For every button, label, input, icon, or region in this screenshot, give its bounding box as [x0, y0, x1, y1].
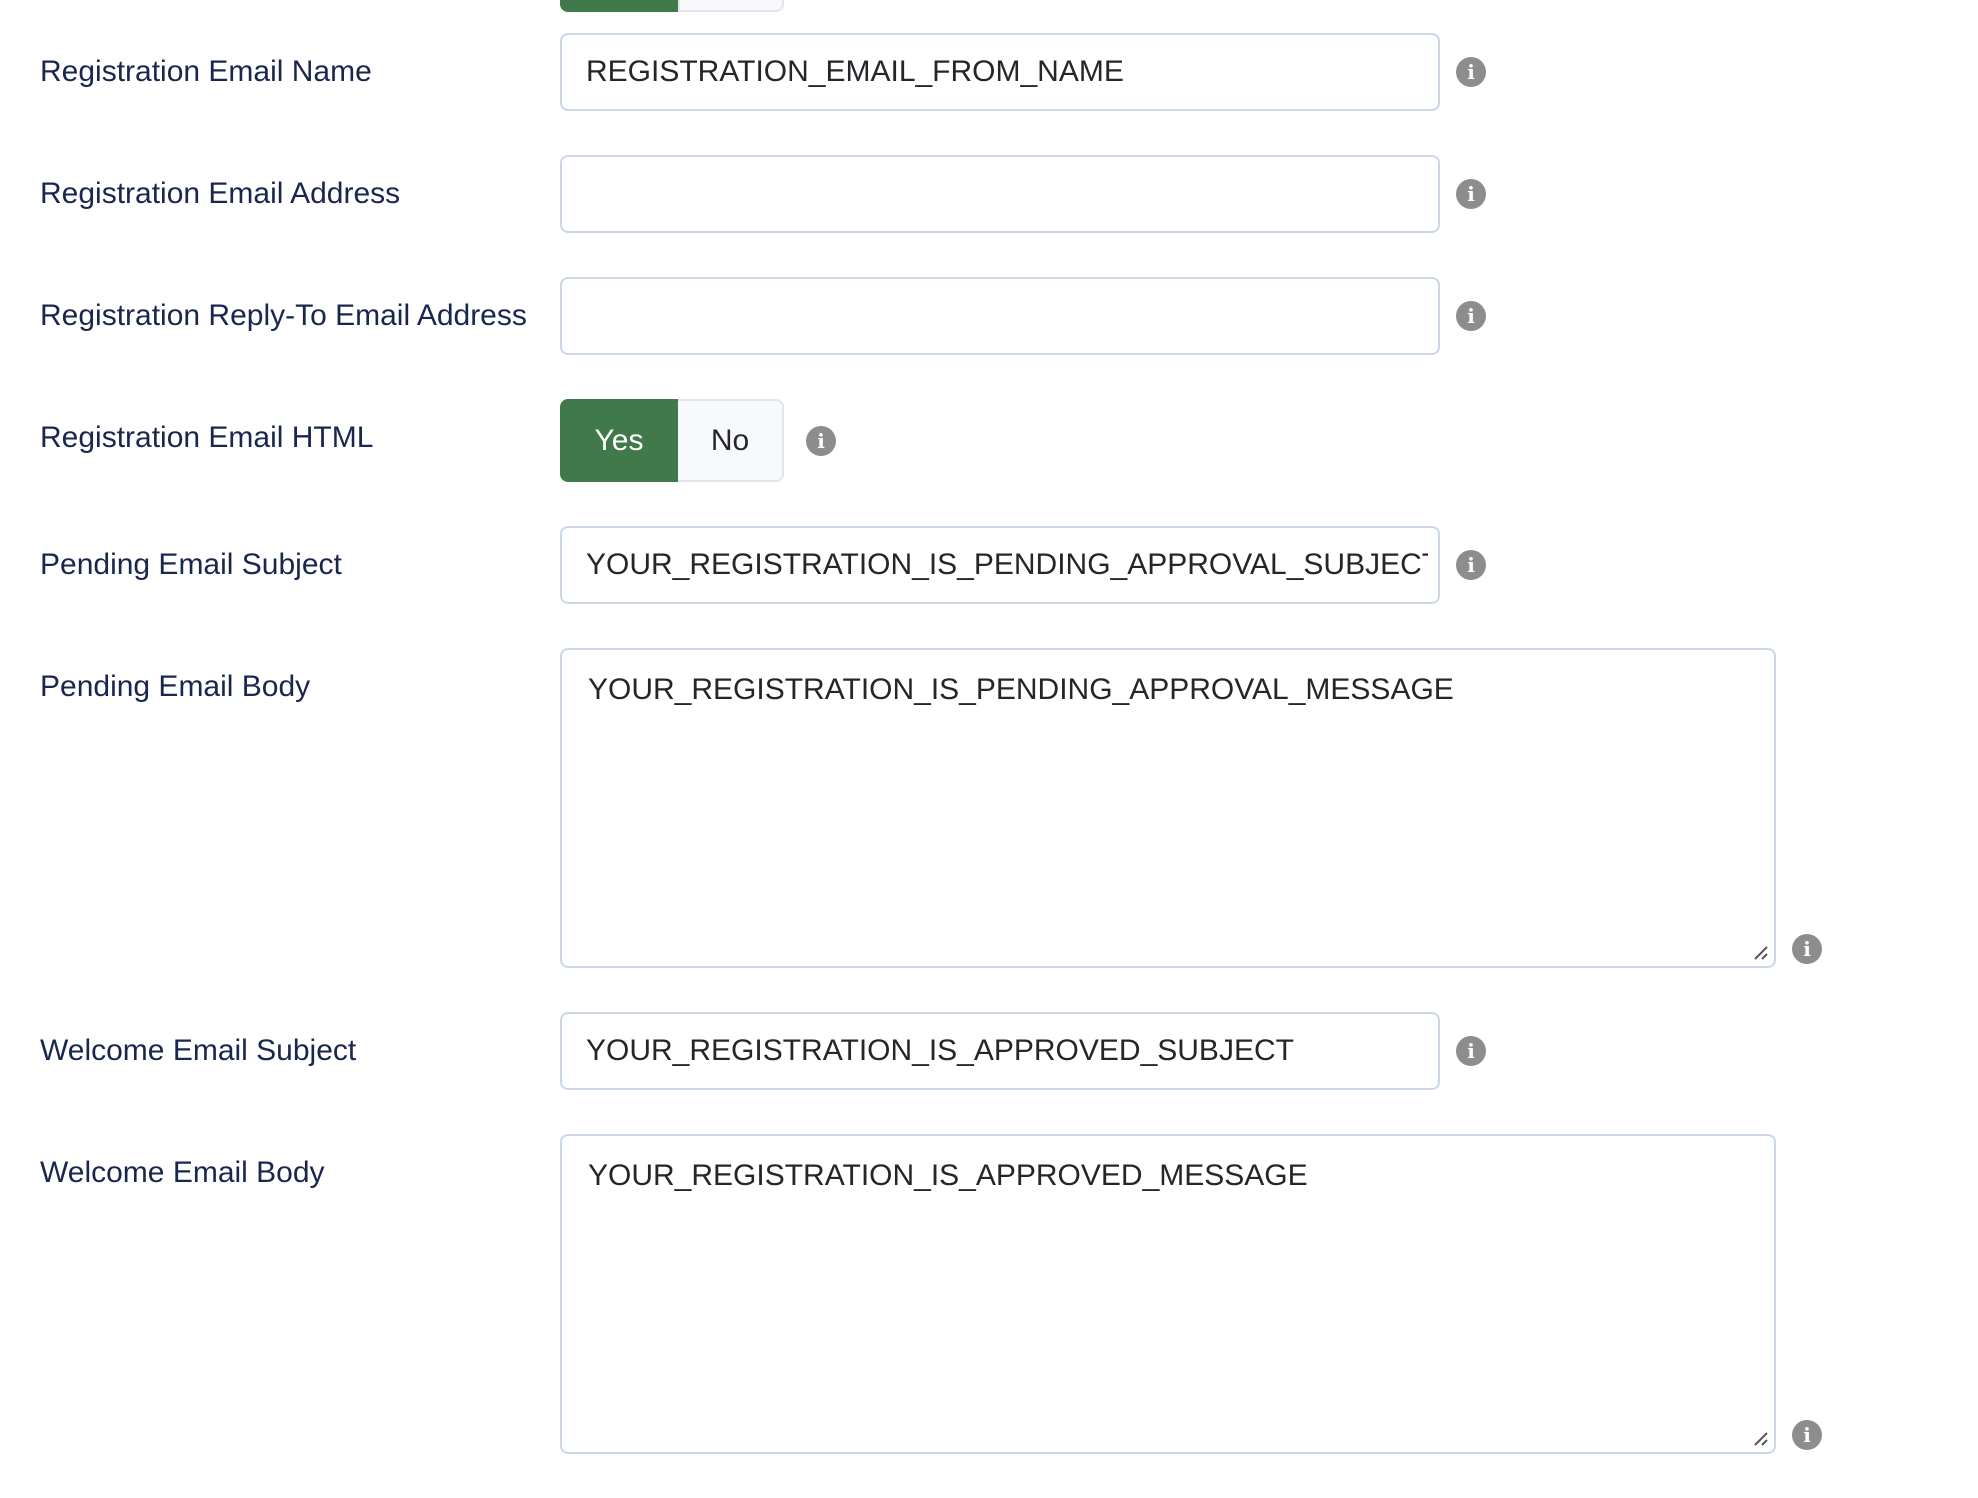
field-row-registration-email-name — [40, 33, 1978, 111]
info-icon[interactable] — [1456, 550, 1486, 580]
info-icon-glyph: i — [1467, 60, 1475, 84]
registration-reply-to-email-address-input[interactable] — [560, 277, 1440, 355]
welcome-email-body-label: Welcome Email Body — [40, 1156, 325, 1189]
field-row-pending-email-subject — [40, 526, 1978, 604]
field-row-pending-email-body — [40, 648, 1978, 968]
info-icon[interactable] — [1456, 1036, 1486, 1066]
info-icon[interactable] — [1456, 301, 1486, 331]
welcome-email-subject-label: Welcome Email Subject — [40, 1034, 357, 1067]
field-row-registration-email-address — [40, 155, 1978, 233]
cropped-toggle-active-segment[interactable] — [560, 0, 678, 12]
welcome-email-body-textarea[interactable] — [560, 1134, 1776, 1454]
info-icon[interactable] — [1792, 1420, 1822, 1450]
info-icon[interactable] — [1792, 934, 1822, 964]
info-icon[interactable] — [1456, 57, 1486, 87]
registration-email-name-label: Registration Email Name — [40, 55, 372, 88]
toggle-no-button[interactable]: No — [678, 399, 784, 482]
field-row-welcome-email-subject — [40, 1012, 1978, 1090]
toggle-yes-button[interactable]: Yes — [560, 399, 678, 482]
field-row-welcome-email-body — [40, 1134, 1978, 1454]
pending-email-body-textarea[interactable] — [560, 648, 1776, 968]
info-icon-glyph: i — [1467, 182, 1475, 206]
registration-email-name-input[interactable] — [560, 33, 1440, 111]
registration-email-address-input[interactable] — [560, 155, 1440, 233]
cropped-toggle-top — [560, 0, 784, 12]
registration-email-address-label: Registration Email Address — [40, 177, 401, 210]
info-icon-glyph: i — [1467, 304, 1475, 328]
field-row-registration-email-html — [40, 399, 1978, 482]
registration-reply-to-email-address-label: Registration Reply-To Email Address — [40, 299, 527, 332]
resize-handle-icon[interactable] — [1748, 940, 1770, 962]
pending-email-body-label: Pending Email Body — [40, 670, 311, 703]
welcome-email-subject-input[interactable] — [560, 1012, 1440, 1090]
pending-email-subject-label: Pending Email Subject — [40, 548, 342, 581]
field-row-registration-reply-to-email-address — [40, 277, 1978, 355]
info-icon-glyph: i — [1467, 553, 1475, 577]
info-icon-glyph: i — [1467, 1039, 1475, 1063]
cropped-toggle-inactive-segment[interactable] — [678, 0, 784, 12]
info-icon[interactable] — [1456, 179, 1486, 209]
registration-email-html-toggle — [560, 399, 784, 482]
info-icon[interactable] — [806, 426, 836, 456]
pending-email-subject-input[interactable] — [560, 526, 1440, 604]
resize-handle-icon[interactable] — [1748, 1426, 1770, 1448]
registration-email-html-label: Registration Email HTML — [40, 421, 374, 454]
info-icon-glyph: i — [817, 428, 825, 453]
info-icon-glyph: i — [1803, 937, 1811, 961]
info-icon-glyph: i — [1803, 1423, 1811, 1447]
